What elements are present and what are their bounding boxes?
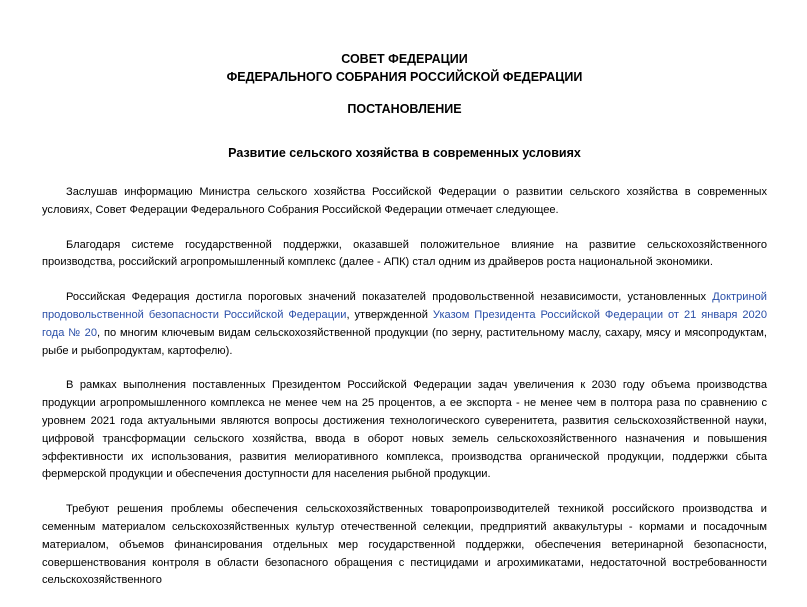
paragraph-2: Благодаря системе государственной поддержки, оказавшей положительное влияние на развитие сельскохозяйственного производства, российский агропромышленный комплекс (далее - АПК) стал одним из драйверов роста национальной экономики. — [42, 238, 767, 269]
food-security-doctrine-link[interactable]: Доктриной продовольственной безопасности Российской Федерации — [42, 291, 767, 321]
document-page — [42, 50, 767, 607]
paragraph-3-text-2: , утвержденной — [346, 308, 433, 321]
document-type: ПОСТАНОВЛЕНИЕ — [347, 102, 462, 116]
document-title: Развитие сельского хозяйства в современных условиях — [228, 146, 581, 160]
paragraph-3 — [42, 289, 767, 360]
presidential-decree-link[interactable]: Указом Президента Российской Федерации от 21 января 2020 года № 20 — [42, 308, 768, 339]
paragraph-5: Требуют решения проблемы обеспечения сельскохозяйственных товаропроизводителей техникой российского производства и семенным материалом сельскохозяйственных культур отечественной селекции, предприятий аквакультуры - кормами и посадочным материалом, объемов финансирования отдельных мер государственной поддержки, обеспечения ветеринарной безопасности, совершенствования контроля в области безопасного обращения с пестицидами и агрохимикатами, недостаточной востребованности сельскохозяйственного — [42, 503, 767, 587]
paragraph-1: Заслушав информацию Министра сельского хозяйства Российской Федерации о развитии сельского хозяйства в современных условиях, Совет Федерации Федерального Собрания Российской Федерации отмечает следующее. — [42, 186, 767, 216]
paragraph-4: В рамках выполнения поставленных Президентом Российской Федерации задач увеличения к 2030 году объема производства продукции агропромышленного комплекса не менее чем на 25 процентов, а ее экспорта - не менее чем в полтора раза по сравнению с уровнем 2021 года актуальными являются вопросы достижения технологического суверенитета, развития сельскохозяйственной науки, цифровой трансформации сельского хозяйства, ввода в оборот новых земель сельскохозяйственного назначения и повышения эффективности их использования, развития мелиоративного комплекса, производства органической продукции, поддержки сбыта фермерской продукции и обеспечения доступности для населения рыбной продукции. — [42, 379, 767, 481]
paragraph-3-text-1: Российская Федерация достигла пороговых значений показателей продовольственной независимости, установленных — [66, 291, 713, 304]
paragraph-3-text-3: , по многим ключевым видам сельскохозяйственной продукции (по зерну, растительному маслу, сахару, мясу и мясопродуктам, рыбе и рыбопродуктам, картофелю). — [42, 326, 767, 357]
org-name-line1: СОВЕТ ФЕДЕРАЦИИ — [341, 52, 468, 66]
org-name-line2: ФЕДЕРАЛЬНОГО СОБРАНИЯ РОССИЙСКОЙ ФЕДЕРАЦИИ — [226, 70, 583, 84]
